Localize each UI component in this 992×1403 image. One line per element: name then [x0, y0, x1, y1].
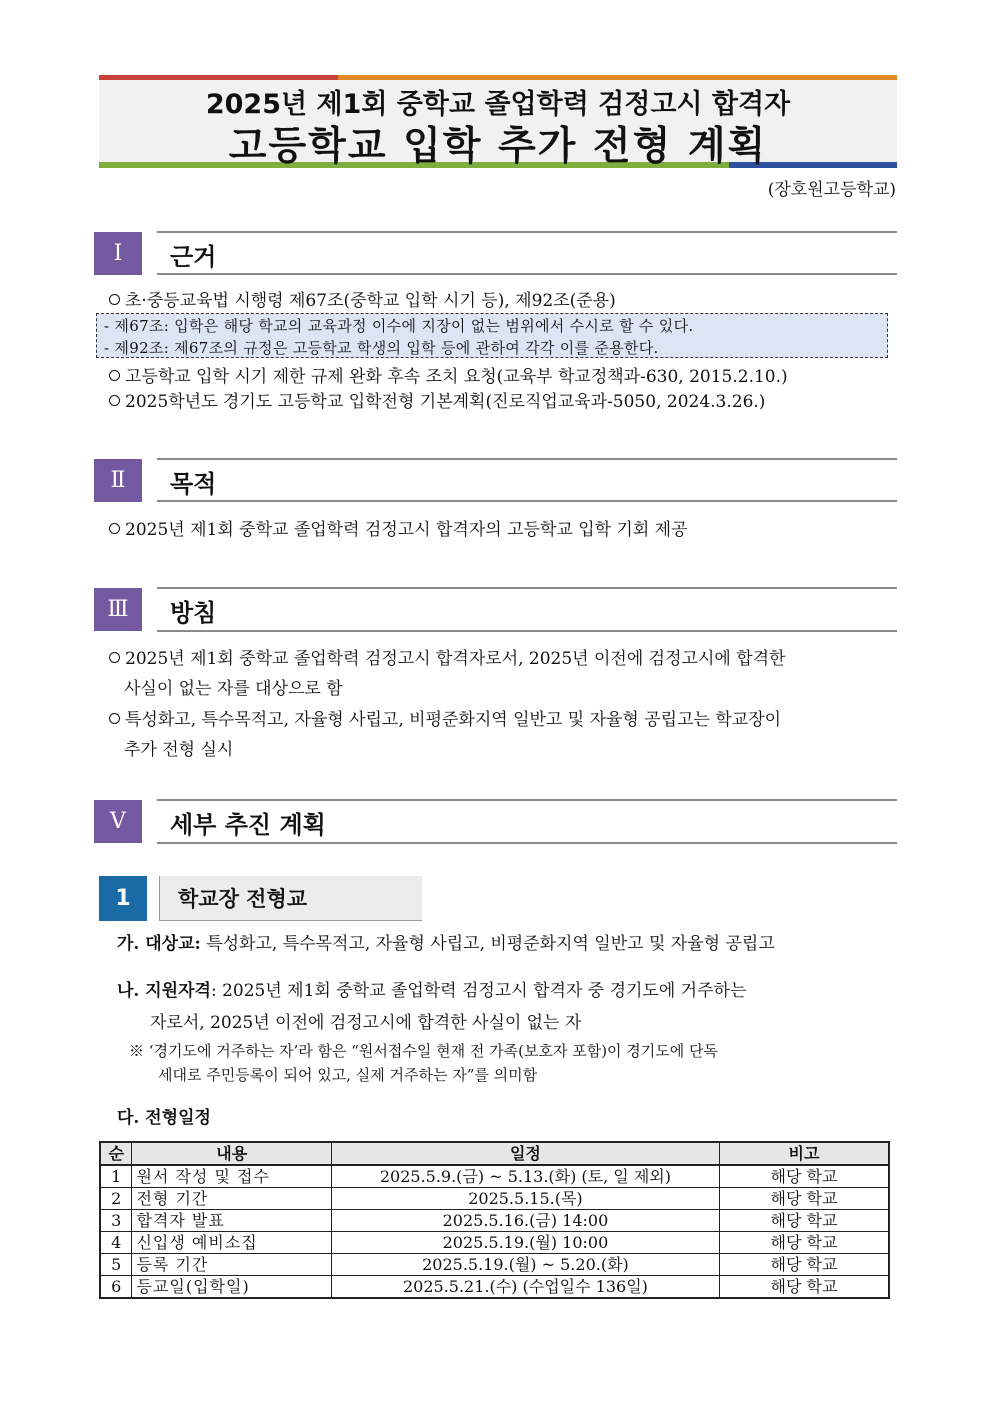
bullet-circle-icon [109, 395, 120, 406]
section-2-number: Ⅱ [94, 459, 142, 502]
item-na-note-2: 세대로 주민등록이 되어 있고, 실제 거주하는 자”를 의미함 [158, 1066, 538, 1084]
section-3-item-2-cont: 추가 전형 실시 [124, 740, 234, 760]
school-name: (장호원고등학교) [767, 180, 896, 200]
section-2-top-line [157, 458, 897, 460]
cell-remarks: 해당 학교 [719, 1188, 889, 1210]
table-header-row [100, 1142, 889, 1165]
item-na-label: 나. 지원자격 [117, 981, 211, 1001]
cell-remarks: 해당 학교 [719, 1165, 889, 1188]
cell-content: 합격자 발표 [132, 1210, 331, 1232]
note-line-1: - 제67조: 입학은 해당 학교의 교육과정 이수에 지장이 없는 범위에서 수시로 할 수 있다. [104, 317, 694, 335]
section-3-title: 방침 [170, 599, 217, 627]
section-5-top-line [157, 799, 897, 801]
bullet-circle-icon [109, 652, 120, 663]
section-1-item-3: 2025학년도 경기도 고등학교 입학전형 기본계획(진로직업교육과-5050, 2024.3.26.) [109, 387, 765, 412]
cell-no: 1 [100, 1165, 132, 1188]
item-ga-label: 가. 대상교: [117, 934, 201, 954]
item-na-cont: 자로서, 2025년 이전에 검정고시에 합격한 사실이 없는 자 [150, 1013, 582, 1033]
table-row [100, 1188, 889, 1210]
cell-content: 신입생 예비소집 [132, 1232, 331, 1254]
cell-no: 5 [100, 1254, 132, 1276]
table-row [100, 1276, 889, 1299]
cell-content: 등교일(입학일) [132, 1276, 331, 1299]
section-2-item-1: 2025년 제1회 중학교 졸업학력 검정고시 합격자의 고등학교 입학 기회 제공 [109, 515, 688, 540]
bullet-circle-icon [109, 523, 120, 534]
section-1-title: 근거 [170, 243, 217, 271]
section-1-item-1: 초·중등교육법 시행령 제67조(중학교 입학 시기 등), 제92조(준용) [109, 286, 616, 311]
table-row [100, 1254, 889, 1276]
subsection-1-title: 학교장 전형교 [178, 887, 308, 911]
cell-no: 3 [100, 1210, 132, 1232]
cell-no: 4 [100, 1232, 132, 1254]
subsection-1-divider [159, 876, 160, 921]
bullet-circle-icon [109, 294, 120, 305]
item-na-note-1: ※ ‘경기도에 거주하는 자’라 함은 “원서접수일 현재 전 가족(보호자 포함)이 경기도에 단독 [129, 1042, 719, 1060]
schedule-table [99, 1141, 890, 1299]
cell-remarks: 해당 학교 [719, 1276, 889, 1299]
cell-remarks: 해당 학교 [719, 1254, 889, 1276]
cell-content: 등록 기간 [132, 1254, 331, 1276]
section-2-bottom-line [157, 500, 897, 502]
bullet-circle-icon [109, 370, 120, 381]
table-row [100, 1232, 889, 1254]
item-ga [117, 929, 775, 954]
section-1-bottom-line [157, 273, 897, 275]
header-remarks: 비고 [719, 1142, 889, 1165]
cell-no: 2 [100, 1188, 132, 1210]
cell-content: 전형 기간 [132, 1188, 331, 1210]
section-3-item-2: 특성화고, 특수목적고, 자율형 사립고, 비평준화지역 일반고 및 자율형 공립고는 학교장이 [109, 705, 781, 730]
cell-remarks: 해당 학교 [719, 1232, 889, 1254]
bullet-circle-icon [109, 713, 120, 724]
table-row [100, 1210, 889, 1232]
section-1-item-2: 고등학교 입학 시기 제한 규제 완화 후속 조치 요청(교육부 학교정책과-630, 2015.2.10.) [109, 362, 788, 387]
document-title-line1: 2025년 제1회 중학교 졸업학력 검정고시 합격자 [205, 89, 791, 120]
document-title-line2: 고등학교 입학 추가 전형 계획 [228, 124, 768, 169]
cell-schedule: 2025.5.21.(수) (수업일수 136일) [331, 1276, 719, 1299]
section-5-number: Ⅴ [94, 800, 142, 843]
cell-content: 원서 작성 및 접수 [132, 1165, 331, 1188]
cell-schedule: 2025.5.19.(월) ~ 5.20.(화) [331, 1254, 719, 1276]
section-3-bottom-line [157, 630, 897, 632]
section-3-item-1: 2025년 제1회 중학교 졸업학력 검정고시 합격자로서, 2025년 이전에 검정고시에 합격한 [109, 644, 785, 669]
header-no: 순 [100, 1142, 132, 1165]
section-1-top-line [157, 231, 897, 233]
subsection-1-number: 1 [99, 876, 147, 921]
cell-schedule: 2025.5.16.(금) 14:00 [331, 1210, 719, 1232]
section-3-number: Ⅲ [94, 588, 142, 631]
item-na [117, 976, 746, 1001]
item-na-text: : 2025년 제1회 중학교 졸업학력 검정고시 합격자 중 경기도에 거주하는 [210, 981, 747, 1001]
cell-schedule: 2025.5.19.(월) 10:00 [331, 1232, 719, 1254]
section-2-title: 목적 [170, 470, 217, 498]
section-3-top-line [157, 587, 897, 589]
cell-remarks: 해당 학교 [719, 1210, 889, 1232]
cell-schedule: 2025.5.9.(금) ~ 5.13.(화) (토, 일 제외) [331, 1165, 719, 1188]
note-line-2: - 제92조: 제67조의 규정은 고등학교 학생의 입학 등에 관하여 각각 이를 준용한다. [104, 339, 659, 357]
item-ga-text: 특성화고, 특수목적고, 자율형 사립고, 비평준화지역 일반고 및 자율형 공립고 [200, 934, 775, 954]
item-da-label: 다. 전형일정 [117, 1108, 211, 1128]
cell-schedule: 2025.5.15.(목) [331, 1188, 719, 1210]
cell-no: 6 [100, 1276, 132, 1299]
header-content: 내용 [132, 1142, 331, 1165]
section-3-item-1-cont: 사실이 없는 자를 대상으로 함 [124, 679, 343, 699]
section-5-title: 세부 추진 계획 [170, 811, 326, 839]
header-schedule: 일정 [331, 1142, 719, 1165]
section-1-number: Ⅰ [94, 232, 142, 275]
table-row [100, 1165, 889, 1188]
section-5-bottom-line [157, 842, 897, 844]
